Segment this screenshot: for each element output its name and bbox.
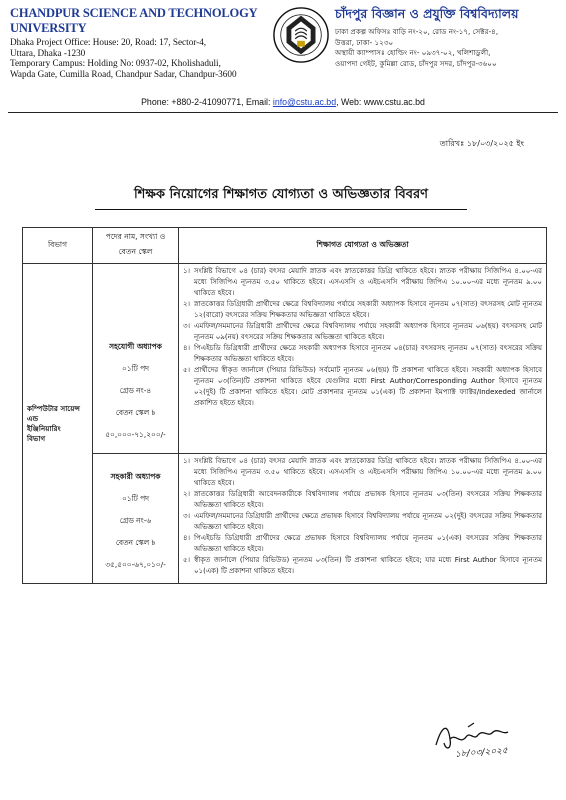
requirement-number: ১।	[183, 457, 191, 465]
address-bangla	[335, 27, 560, 69]
header-post	[93, 228, 179, 264]
requirement-item	[183, 555, 542, 577]
department-line: কম্পিউটার সায়েন্স	[27, 403, 81, 413]
requirements-list	[183, 456, 542, 577]
requirement-item	[183, 321, 542, 343]
letterhead-english	[10, 6, 265, 79]
header-qualification: শিক্ষাগত যোগ্যতা ও অভিজ্ঞতা	[179, 228, 547, 264]
address-line: Wapda Gate, Cumilla Road, Chandpur Sadar, Chandpur-3600	[10, 68, 237, 79]
document-date: তারিখঃ ১৮/০৩/২০২৫ ইং	[439, 139, 524, 148]
address-line: উত্তরা, ঢাকা- ১২৩০	[335, 37, 394, 47]
requirement-item	[183, 299, 542, 321]
post-scale: ৩৫,৫০০-৬৭,০১০/-	[105, 560, 166, 569]
address-line: ঢাকা প্রকল্প অফিসঃ বাড়ি নং-২০, রোড নং-১৭, সেক্টর-৪,	[335, 27, 499, 36]
header-post-line: বেতন স্কেল	[118, 247, 153, 256]
requirement-number: ৪।	[183, 344, 191, 352]
post-count: ০১টি পদ	[122, 364, 149, 373]
website-link[interactable]: www.cstu.ac.bd	[363, 97, 425, 107]
post-scale: ৫০,০০০-৭১,২০০/-	[105, 430, 166, 439]
address-line: Dhaka Project Office: House: 20, Road: 17, Sector-4,	[10, 37, 207, 47]
requirement-item	[183, 489, 542, 511]
requirements-list	[183, 266, 542, 409]
requirements-cell	[179, 264, 547, 454]
requirement-number: ৩।	[183, 512, 191, 520]
header-department: বিভাগ	[23, 228, 93, 264]
address-line: ওয়াপদা গেইট, কুমিল্লা রোড, চাঁদপুর সদর, চাঁদপুর-৩৬০০	[335, 58, 497, 68]
requirement-text: পিএইচডি ডিগ্রিধারী প্রার্থীদের ক্ষেত্রে প্রভাষক হিসাবে বিশ্ববিদ্যালয় পর্যায়ে ন্যূনতম ০১(এক) বৎসরের সক্রিয় শিক্ষকতার অভিজ্ঞতা থাকিতে হইবে।	[194, 534, 542, 553]
address-english	[10, 37, 265, 79]
requirement-text: স্নাতকোত্তর ডিগ্রিধারী প্রার্থীদের ক্ষেত্রে বিশ্ববিদ্যালয় পর্যায়ে সহকারী অধ্যাপক হিসাবে ন্যূনতম ০৭(সাত) বৎসরসহ মোট ন্যূনতম ১২(বারো) বৎসরের সক্রিয় শিক্ষকতার অভিজ্ঞতা থাকিতে হইবে।	[194, 300, 542, 319]
requirement-text: এমফিল/সমমানের ডিগ্রিধারী প্রার্থীদের ক্ষেত্রে প্রভাষক হিসাবে বিশ্ববিদ্যালয় পর্যায়ে ন্যূনতম ০২(দুই) বৎসরের সক্রিয় শিক্ষকতার অভিজ্ঞতা থাকিতে হইবে।	[194, 512, 542, 531]
requirement-text: পিএইচডি ডিগ্রিধারী প্রার্থীদের ক্ষেত্রে সহকারী অধ্যাপক হিসাবে ন্যূনতম ০৪(চার) বৎসরসহ ন্যূনতম ০৭(সাত) বৎসরের সক্রিয় শিক্ষকতার অভিজ্ঞতা থাকিতে হইবে।	[194, 344, 542, 363]
page-title: শিক্ষক নিয়োগের শিক্ষাগত যোগ্যতা ও অভিজ্ঞতার বিবরণ	[95, 185, 467, 210]
table-row	[23, 264, 547, 454]
department-line: ইঞ্জিনিয়ারিং	[27, 423, 61, 433]
requirement-text: স্নাতকোত্তর ডিগ্রিধারী আবেদনকারীকে বিশ্ববিদ্যালয় পর্যায়ে প্রভাষক হিসাবে ন্যূনতম ০৩(তিন) বৎসরের সক্রিয় শিক্ষকতার অভিজ্ঞতা থাকিতে হইবে।	[194, 490, 542, 509]
post-scale-label: বেতন স্কেল ৳	[115, 408, 156, 417]
requirement-text: স্বীকৃত জার্নালে (পিয়ার রিভিউড) ন্যূনতম ০৩(তিন) টি প্রকাশনা থাকিতে হইবে; যার মধ্যে First Author হিসাবে ন্যূনতম ০১(এক) টি প্রকাশনা থাকিতে হইবে।	[194, 556, 542, 575]
requirement-text: সংশ্লিষ্ট বিভাগে ০৪ (চার) বৎসর মেয়াদি স্নাতক এবং স্নাতকোত্তর ডিগ্রি থাকিতে হইবে। স্নাতক পরীক্ষায় সিজিপিএ ৪.০০-এর মধ্যে সিজিপিএ ন্যূনতম ৩.৫০ থাকিতে হইবে। এসএসসি ও এইচএসসি পরীক্ষায় জিপিএ ১০.০০-এর মধ্যে ন্যূনতম ৯.০০ থাকিতে হইবে।	[194, 457, 542, 487]
requirement-number: ৫।	[183, 556, 191, 564]
phone-text: Phone: +880-2-41090771, Email:	[141, 97, 273, 107]
requirement-item	[183, 456, 542, 489]
requirement-item	[183, 343, 542, 365]
web-label: , Web:	[336, 97, 364, 107]
header-post-line: পদের নাম, সংখ্যা ও	[105, 232, 166, 241]
requirement-number: ২।	[183, 490, 191, 498]
letterhead-bangla	[335, 6, 560, 69]
table-header-row	[23, 228, 547, 264]
requirement-item	[183, 511, 542, 533]
requirement-number: ২।	[183, 300, 191, 308]
requirement-item	[183, 533, 542, 555]
requirements-cell	[179, 454, 547, 584]
post-grade: গ্রেড নং-৪	[119, 386, 152, 395]
university-name-english: CHANDPUR SCIENCE AND TECHNOLOGY UNIVERSITY	[10, 6, 257, 35]
department-line: বিভাগ	[27, 433, 46, 443]
university-name-bangla: চাঁদপুর বিজ্ঞান ও প্রযুক্তি বিশ্ববিদ্যালয়	[335, 6, 519, 21]
requirement-text: সংশ্লিষ্ট বিভাগে ০৪ (চার) বৎসর মেয়াদি স্নাতক এবং স্নাতকোত্তর ডিগ্রি থাকিতে হইবে। স্নাতক পরীক্ষায় সিজিপিএ ৪.০০-এর মধ্যে সিজিপিএ ন্যূনতম ৩.৫০ থাকিতে হইবে। এসএসসি ও এইচএসসি পরীক্ষায় জিপিএ ১০.০০-এর মধ্যে ন্যূনতম ৯.০০ থাকিতে হইবে।	[194, 267, 542, 297]
department-line: এন্ড	[27, 413, 39, 423]
post-cell	[93, 264, 179, 454]
requirement-number: ৪।	[183, 534, 191, 542]
requirement-text: এমফিল/সমমানের ডিগ্রিধারী প্রার্থীদের ক্ষেত্রে বিশ্ববিদ্যালয় পর্যায়ে সহকারী অধ্যাপক হিসাবে ন্যূনতম ০৬(ছয়) বৎসরসহ মোট ন্যূনতম ০৯(নয়) বৎসরের সক্রিয় শিক্ষকতার অভিজ্ঞতা থাকিতে হইবে।	[194, 322, 542, 341]
requirement-item	[183, 266, 542, 299]
table-row	[23, 454, 547, 584]
department-cell	[23, 264, 93, 584]
requirement-number: ৩।	[183, 322, 191, 330]
post-title: সহকারী অধ্যাপক	[110, 472, 161, 481]
address-line: Uttara, Dhaka -1230	[10, 47, 86, 58]
requirement-number: ৫।	[183, 366, 191, 374]
post-scale-label: বেতন স্কেল ৳	[115, 538, 156, 547]
requirement-text: প্রার্থীদের স্বীকৃত জার্নালে (পিয়ার রিভিউড) সর্বমোট ন্যূনতম ০৬(ছয়) টি প্রকাশনা থাকিতে হইবে। সহকারী অধ্যাপক হিসাবে ন্যূনতম ০৩(তিন)টি প্রকাশনা থাকিতে হইবে যেগুলির মধ্যে First Author/Corresponding Author হিসাবে ন্যূনতম ০২(দুই) টি প্রকাশনা থাকিতে হইবে। মোট প্রকাশনার ন্যূনতম ০১(এক) টি প্রকাশনা ইমপ্যাক্ট ফ্যাক্টর/Indexeded জার্নালে প্রকাশিত হইতে হইবে।	[194, 366, 542, 407]
address-line: অস্থায়ী ক্যাম্পাসঃ হোল্ডিং নং- ০৯৩৭-০২, খলিশাডুলী,	[335, 48, 491, 58]
header-divider	[8, 112, 558, 113]
contact-line	[0, 97, 566, 107]
signature-date: ১৮/০৩/২০২৫	[454, 746, 509, 760]
post-count: ০১টি পদ	[122, 494, 149, 503]
requirement-number: ১।	[183, 267, 191, 275]
post-title: সহযোগী অধ্যাপক	[109, 342, 162, 351]
post-cell	[93, 454, 179, 584]
address-line: Temporary Campus: Holding No: 0937-02, Kholishaduli,	[10, 58, 221, 69]
qualification-table	[22, 227, 547, 584]
post-grade: গ্রেড নং-৬	[119, 516, 152, 525]
university-logo-icon	[272, 6, 330, 64]
email-link[interactable]: info@cstu.ac.bd	[272, 97, 337, 107]
requirement-item	[183, 365, 542, 409]
